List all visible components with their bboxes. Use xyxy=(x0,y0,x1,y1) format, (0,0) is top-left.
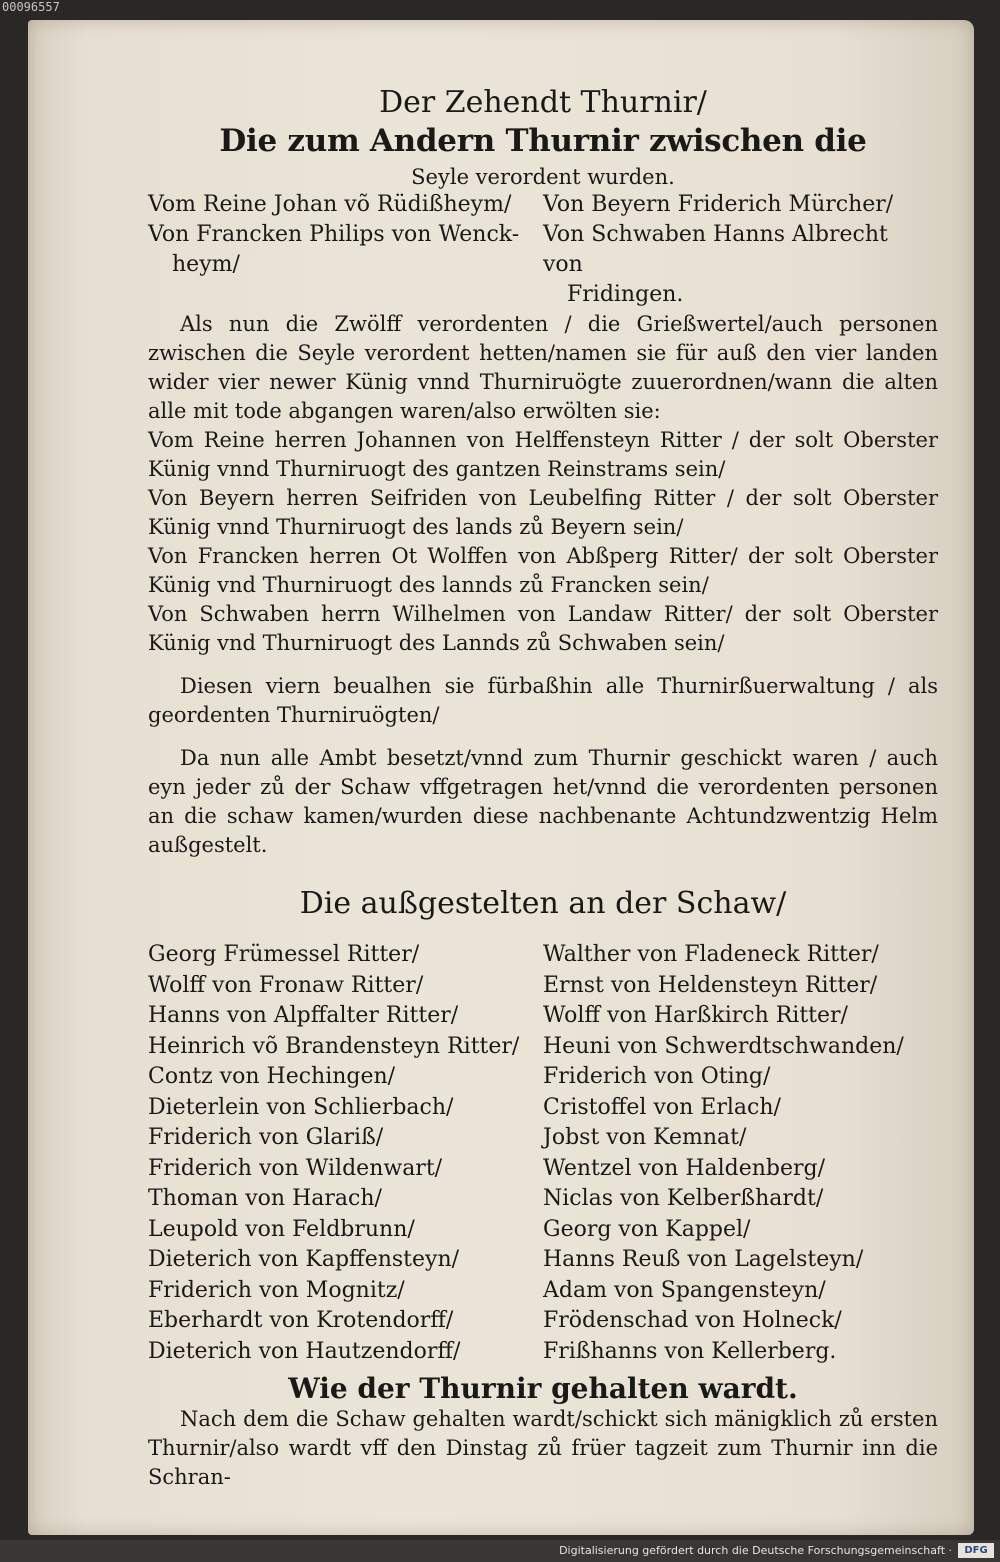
page-text xyxy=(148,84,938,1492)
list-item: Hanns Reuß von Lagelsteyn/ xyxy=(543,1247,864,1272)
list-item: Dieterich von Hautzendorff/ xyxy=(148,1338,461,1364)
list-item: Hanns von Alpffalter Ritter/ xyxy=(148,1003,459,1028)
list-item: Heinrich võ Brandensteyn Ritter/ xyxy=(148,1033,520,1059)
seyle-right-cont: Fridingen. xyxy=(567,282,684,307)
list-item: Wolff von Fronaw Ritter/ xyxy=(148,972,424,998)
list-item: Friderich von Mognitz/ xyxy=(148,1277,405,1303)
seyle-left xyxy=(148,220,543,310)
paragraph-tournament: Nach dem die Schaw gehalten wardt/schickt sich mänigklich zů ersten Thurnir/also wardt vff den Dinstag zů früer tagzeit zum Thurnir inn die Schran- xyxy=(148,1407,938,1489)
list-item: Friderich von Glariß/ xyxy=(148,1125,384,1150)
list-item: Ernst von Heldensteyn Ritter/ xyxy=(543,972,878,998)
seyle-row xyxy=(148,190,938,220)
list-item: Wentzel von Haldenberg/ xyxy=(543,1155,826,1181)
list-item: Georg von Kappel/ xyxy=(543,1216,751,1242)
list-item: Dieterich von Kapffensteyn/ xyxy=(148,1247,460,1272)
list-item: Georg Frümessel Ritter/ xyxy=(148,942,420,967)
book-page xyxy=(28,20,974,1535)
seyle-right xyxy=(543,220,938,310)
list-item: Contz von Hechingen/ xyxy=(148,1064,396,1089)
list-item: Leupold von Feldbrunn/ xyxy=(148,1216,415,1242)
paragraph-king-franconia: Von Francken herren Ot Wolffen von Abßperg Ritter/ der solt Oberster Künig vnd Thurniruogt des lannds zů Francken sein/ xyxy=(148,544,938,597)
seyle-right: Von Beyern Friderich Mürcher/ xyxy=(543,192,894,217)
names-list xyxy=(148,940,938,1367)
list-item: Frödenschad von Holneck/ xyxy=(543,1308,842,1333)
list-item: Jobst von Kemnat/ xyxy=(543,1125,747,1150)
footer-credit: Digitalisierung gefördert durch die Deutsche Forschungsgemeinschaft · xyxy=(559,1544,952,1557)
list-item: Cristoffel von Erlach/ xyxy=(543,1094,781,1120)
seyle-left-cont: heym/ xyxy=(172,252,240,277)
paragraph-king-swabia: Von Schwaben herrn Wilhelmen von Landaw Ritter/ der solt Oberster Künig vnd Thurniruogt des Lannds zů Schwaben sein/ xyxy=(148,602,938,655)
list-item: Friderich von Wildenwart/ xyxy=(148,1155,443,1181)
seyle-left-text: Von Francken Philips von Wenck- xyxy=(148,222,520,247)
footer-bar xyxy=(0,1540,1000,1562)
scan-id: 00096557 xyxy=(2,0,60,14)
page-title: Der Zehendt Thurnir/ xyxy=(379,85,707,120)
paragraph-king-bavaria: Von Beyern herren Seifriden von Leubelfing Ritter / der solt Oberster Künig vnnd Thurniruogt des lands zů Beyern sein/ xyxy=(148,486,938,539)
subtitle-line-2: Seyle verordent wurden. xyxy=(411,165,675,189)
paragraph-helmets: Da nun alle Ambt besetzt/vnnd zum Thurnir geschickt waren / auch eyn jeder zů der Schaw vffgetragen het/vnnd die verordenten personen an die schaw kamen/wurden diese nachbenante Achtundzwentzig Helm außgestelt. xyxy=(148,746,938,857)
dfg-logo: DFG xyxy=(958,1543,994,1558)
paragraph-election: Als nun die Zwölff verordenten / die Grießwertel/auch personen zwischen die Seyle verordent hetten/namen sie für auß den vier landen wider vier newer Künig vnnd Thurniruögte zuuerordnen/wann die alten alle mit tode abgangen waren/also erwölten sie: xyxy=(148,312,938,423)
section-heading-shown: Die außgestelten an der Schaw/ xyxy=(299,886,787,921)
list-item: Thoman von Harach/ xyxy=(148,1186,382,1211)
list-item: Niclas von Kelberßhardt/ xyxy=(543,1186,824,1211)
seyle-left: Vom Reine Johan võ Rüdißheym/ xyxy=(148,192,512,217)
paragraph-administration: Diesen viern beualhen sie fürbaßhin alle Thurnirßuerwaltung / als geordenten Thurniruögten/ xyxy=(148,674,938,727)
subtitle: Die zum Andern Thurnir zwischen die xyxy=(219,123,867,159)
seyle-row xyxy=(148,220,938,310)
list-item: Heuni von Schwerdtschwanden/ xyxy=(543,1033,904,1059)
list-item: Frißhanns von Kellerberg. xyxy=(543,1338,837,1364)
seyle-right-text: Von Schwaben Hanns Albrecht von xyxy=(543,222,888,277)
list-item: Eberhardt von Krotendorff/ xyxy=(148,1308,454,1333)
list-item: Friderich von Oting/ xyxy=(543,1064,771,1089)
list-item: Wolff von Harßkirch Ritter/ xyxy=(543,1003,848,1028)
list-item: Dieterlein von Schlierbach/ xyxy=(148,1094,454,1120)
section-heading-held: Wie der Thurnir gehalten wardt. xyxy=(288,1372,798,1405)
paragraph-king-rhine: Vom Reine herren Johannen von Helffensteyn Ritter / der solt Oberster Künig vnnd Thurniruogt des gantzen Reinstrams sein/ xyxy=(148,428,938,481)
list-item: Walther von Fladeneck Ritter/ xyxy=(543,942,879,967)
list-item: Adam von Spangensteyn/ xyxy=(543,1277,826,1303)
